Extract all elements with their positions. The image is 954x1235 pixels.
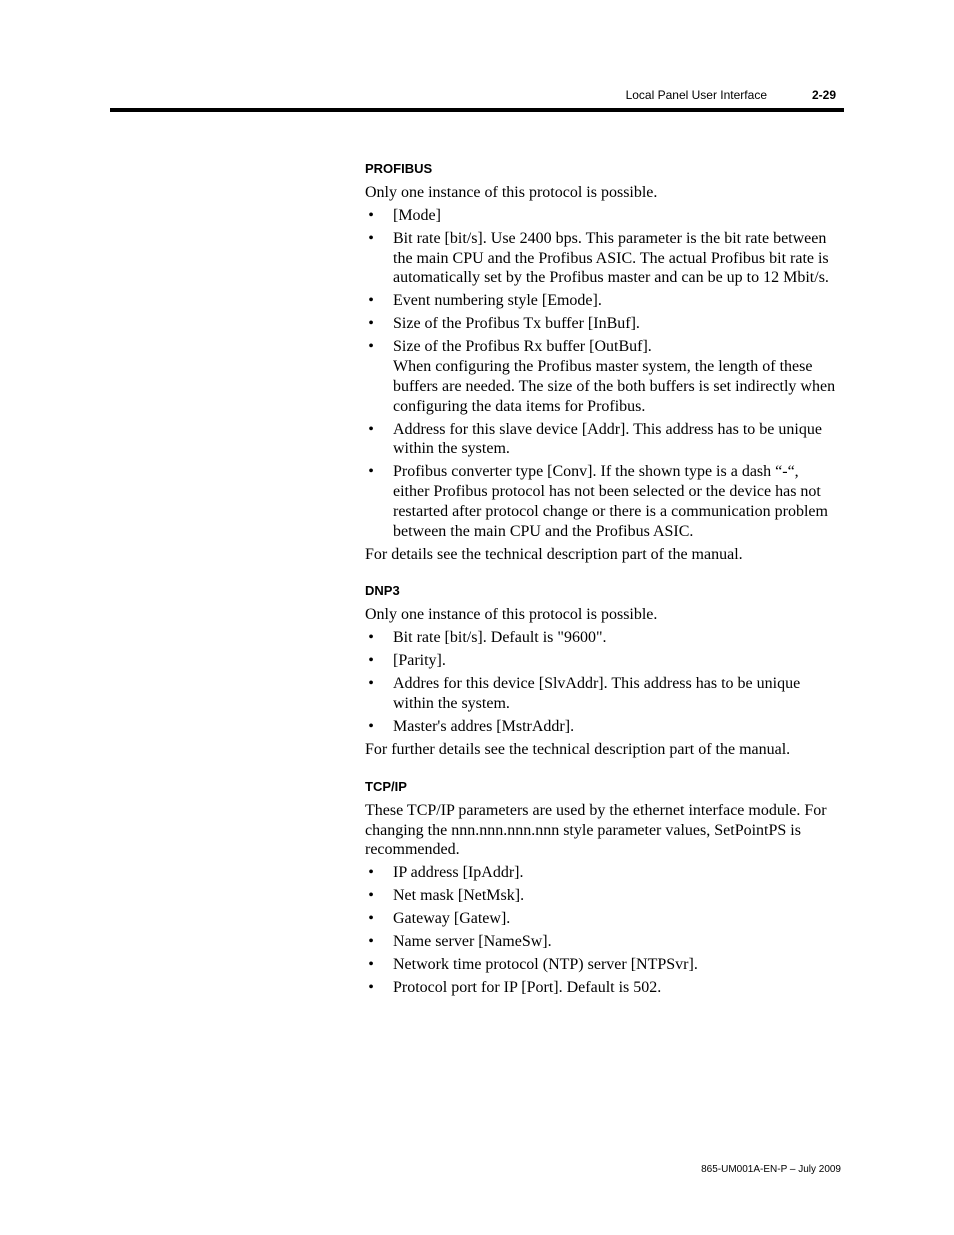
- list-item: [365, 886, 837, 906]
- list-item-text: Name server [NameSw].: [393, 933, 552, 951]
- list-item: [365, 229, 837, 288]
- list-item: [365, 674, 837, 713]
- list-item-text: Address for this slave device [Addr]. This address has to be unique within the system.: [393, 420, 822, 458]
- bullet-icon: •: [368, 629, 374, 647]
- list-item-note: When configuring the Profibus master system, the length of these buffers are needed. The size of the both buffers is set indirectly when configuring the data items for Profibus.: [393, 358, 836, 415]
- list-item: [365, 462, 837, 541]
- section-profibus: [365, 159, 837, 564]
- bullet-icon: •: [368, 292, 374, 310]
- bullet-icon: •: [368, 863, 374, 881]
- list-item-text: Size of the Profibus Tx buffer [InBuf].: [393, 315, 640, 333]
- bullet-icon: •: [368, 887, 374, 905]
- bullet-icon: •: [368, 463, 374, 481]
- list-item-text: Bit rate [bit/s]. Use 2400 bps. This parameter is the bit rate between the main CPU and the Profibus ASIC. The actual Profibus bit rate is automatically set by the Profibus master and can be up to 12 Mbit/s.: [393, 229, 829, 287]
- section-heading: DNP3: [365, 583, 400, 599]
- list-item-text: [Parity].: [393, 652, 446, 670]
- list-item: [365, 420, 837, 459]
- list-item: [365, 932, 837, 952]
- list-item: [365, 909, 837, 929]
- section-intro: Only one instance of this protocol is possible.: [365, 184, 658, 201]
- section-heading: PROFIBUS: [365, 161, 433, 176]
- bullet-list: [365, 863, 837, 998]
- list-item-text: Addres for this device [SlvAddr]. This address has to be unique within the system.: [393, 675, 801, 712]
- list-item-text: Master's addres [MstrAddr].: [393, 718, 575, 736]
- section-outro: For details see the technical description part of the manual.: [365, 545, 743, 563]
- list-item-text: Bit rate [bit/s]. Default is "9600".: [393, 629, 607, 647]
- bullet-icon: •: [368, 229, 374, 247]
- list-item-text: Network time protocol (NTP) server [NTPSvr].: [393, 956, 698, 974]
- list-item: [365, 206, 837, 226]
- bullet-icon: •: [368, 910, 374, 928]
- page-number: 2-29: [811, 88, 836, 102]
- list-item: [365, 651, 837, 671]
- bullet-icon: •: [368, 206, 374, 224]
- bullet-icon: •: [368, 956, 374, 974]
- list-item-text: Net mask [NetMsk].: [393, 887, 525, 905]
- section-intro: Only one instance of this protocol is possible.: [365, 606, 658, 624]
- section-dnp3: [365, 581, 837, 759]
- list-item-text: Gateway [Gatew].: [393, 910, 511, 928]
- bullet-icon: •: [368, 315, 374, 333]
- list-item: [365, 291, 837, 311]
- bullet-icon: •: [368, 675, 374, 693]
- list-item-text: [Mode]: [393, 206, 441, 224]
- bullet-icon: •: [368, 338, 374, 356]
- list-item: [365, 717, 837, 737]
- list-item: [365, 337, 837, 416]
- bullet-icon: •: [368, 979, 374, 997]
- bullet-icon: •: [368, 420, 374, 438]
- bullet-list: [365, 628, 837, 737]
- list-item: [365, 314, 837, 334]
- list-item-text: Profibus converter type [Conv]. If the shown type is a dash “-“, either Profibus protocol has not been selected or the device has not restarted after protocol change or there is a communication problem between the main CPU and the Profibus ASIC.: [393, 463, 828, 540]
- list-item-text: Protocol port for IP [Port]. Default is 502.: [393, 979, 662, 997]
- bullet-icon: •: [368, 652, 374, 670]
- section-intro: These TCP/IP parameters are used by the ethernet interface module. For changing the nnn.nnn.nnn.nnn style parameter values, SetPointPS is recommended.: [365, 801, 827, 859]
- main-content: [365, 159, 837, 1002]
- section-tcp-ip: [365, 777, 837, 998]
- list-item: [365, 863, 837, 883]
- list-item: [365, 978, 837, 998]
- bullet-icon: •: [368, 933, 374, 951]
- section-heading: TCP/IP: [365, 778, 407, 794]
- bullet-list: [365, 206, 837, 542]
- footer-doc-id: 865-UM001A-EN-P – July 2009: [701, 1164, 841, 1175]
- list-item-text: IP address [IpAddr].: [393, 863, 524, 881]
- list-item-text: Event numbering style [Emode].: [393, 292, 602, 310]
- bullet-icon: •: [368, 718, 374, 736]
- header-title: Local Panel User Interface: [625, 88, 767, 102]
- section-outro: For further details see the technical description part of the manual.: [365, 741, 791, 759]
- page-header: [110, 86, 844, 112]
- list-item: [365, 628, 837, 648]
- list-item: [365, 955, 837, 975]
- list-item-text: Size of the Profibus Rx buffer [OutBuf].: [393, 338, 652, 356]
